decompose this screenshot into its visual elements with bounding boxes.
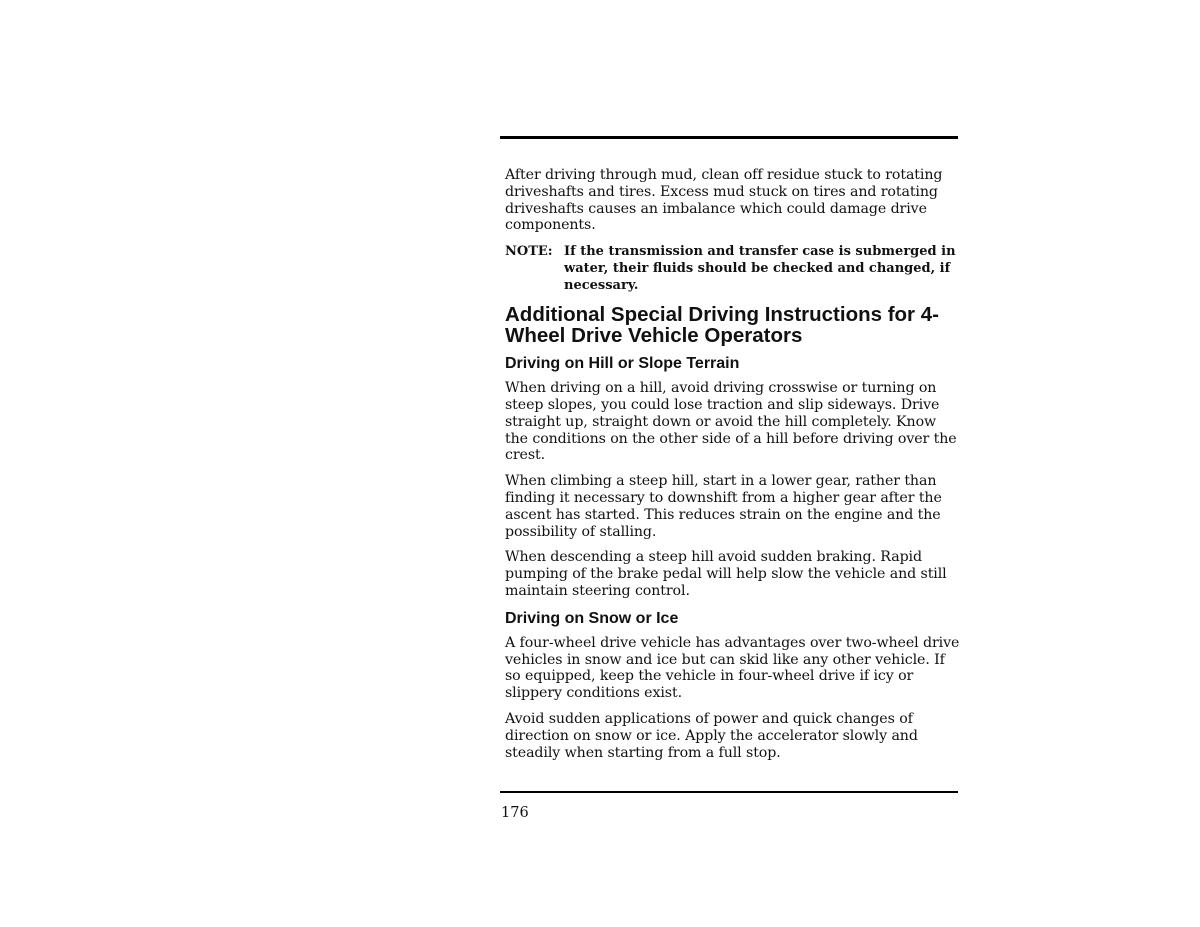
top-rule	[500, 136, 958, 139]
subsection-heading-hill: Driving on Hill or Slope Terrain	[505, 355, 740, 373]
snow-paragraph-1: A four-wheel drive vehicle has advantages over two-wheel drive vehicles in snow and ice but can skid like any other vehicle. If so equipped, keep the vehicle in four-wheel drive if icy or slippery conditions exist.	[505, 634, 960, 702]
subsection-heading-snow: Driving on Snow or Ice	[505, 609, 679, 627]
hill-paragraph-3: When descending a steep hill avoid sudden braking. Rapid pumping of the brake pedal will help slow the vehicle and still maintain steering control.	[505, 549, 947, 599]
snow-paragraph-2: Avoid sudden applications of power and quick changes of direction on snow or ice. Apply the accelerator slowly and steadily when starting from a full stop.	[505, 710, 918, 761]
note-text: If the transmission and transfer case is submerged in water, their fluids should be checked and changed, if necessary.	[564, 244, 956, 294]
section-title: Additional Special Driving Instructions for 4-Wheel Drive Vehicle Operators	[505, 303, 939, 348]
note-label: NOTE:	[505, 244, 553, 260]
page-number: 176	[501, 805, 529, 821]
page-content	[505, 167, 960, 770]
note-block	[505, 243, 960, 294]
bottom-rule	[500, 791, 958, 793]
hill-paragraph-2: When climbing a steep hill, start in a lower gear, rather than finding it necessary to downshift from a higher gear after the ascent has started. This reduces strain on the engine and the possibility of stalling.	[505, 473, 942, 540]
intro-paragraph: After driving through mud, clean off residue stuck to rotating driveshafts and tires. Excess mud stuck on tires and rotating driveshafts causes an imbalance which could damage drive components.	[505, 167, 943, 234]
hill-paragraph-1: When driving on a hill, avoid driving crosswise or turning on steep slopes, you could lose traction and slip sideways. Drive straight up, straight down or avoid the hill completely. Know the conditions on the other side of a hill before driving over the crest.	[505, 380, 957, 464]
